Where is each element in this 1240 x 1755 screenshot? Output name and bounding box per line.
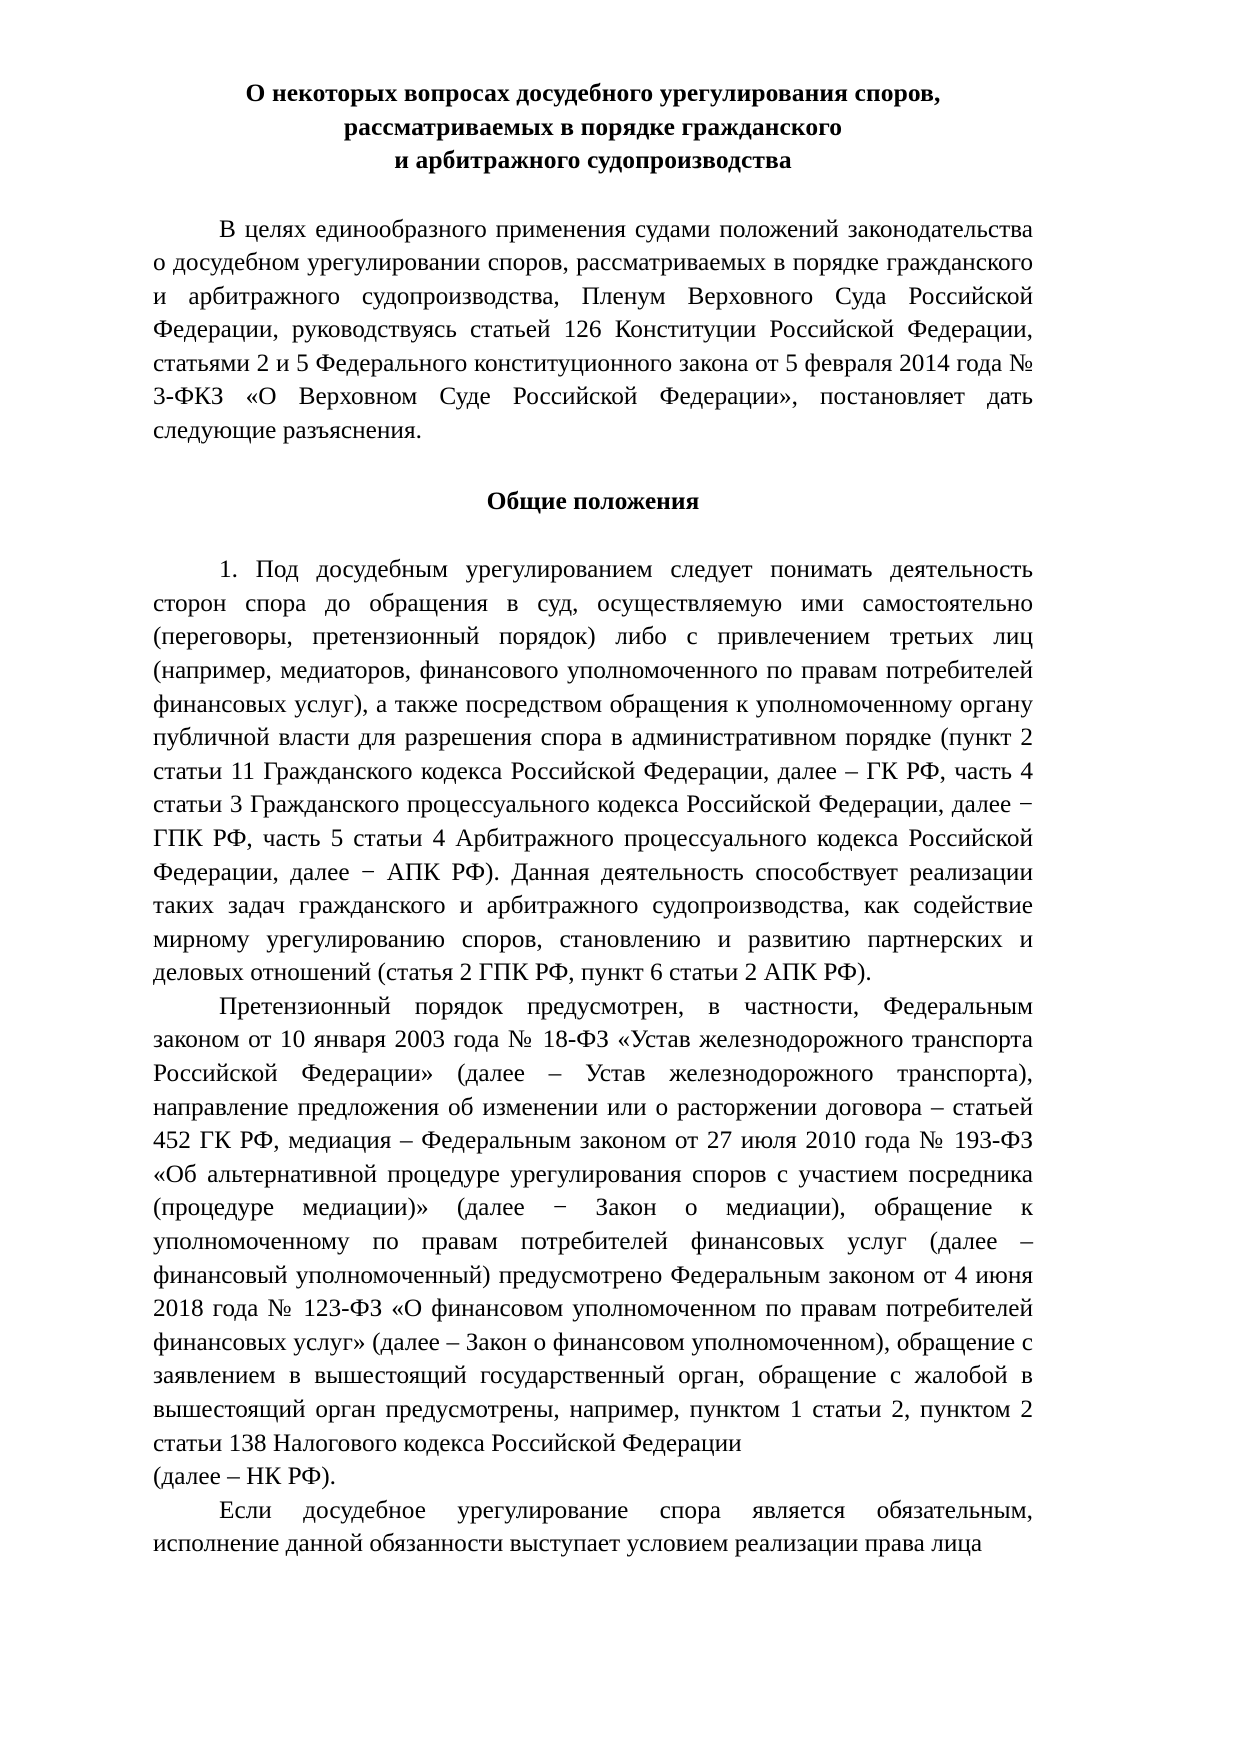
paragraph-esli-dosudebnoe: Если досудебное урегулирование спора является обязательным, исполнение данной обязанности выступает условием реализации права лица bbox=[153, 1495, 1033, 1558]
paragraph-pretenzionny-poryadok: Претензионный порядок предусмотрен, в частности, Федеральным законом от 10 января 2003 года № 18-ФЗ «Устав железнодорожного транспорта Российской Федерации» (далее – Устав железнодорожного транспорта), направление предложения об изменении или о расторжении договора – статьей 452 ГК РФ, медиация – Федеральным законом от 27 июля 2010 года № 193-ФЗ «Об альтернативной процедуре урегулирования споров с участием посредника (процедуре медиации)» (далее − Закон о медиации), обращение к уполномоченному по правам потребителей финансовых услуг (далее – финансовый уполномоченный) предусмотрено Федеральным законом от 4 июня 2018 года № 123-ФЗ «О финансовом уполномоченном по правам потребителей финансовых услуг» (далее – Закон о финансовом уполномоченном), обращение с заявлением в вышестоящий государственный орган, обращение с жалобой в вышестоящий орган предусмотрены, например, пунктом 1 статьи 2, пунктом 2 статьи 138 Налогового кодекса Российской Федерации bbox=[153, 991, 1033, 1457]
paragraph-pretenzionny-tail: (далее – НК РФ). bbox=[153, 1462, 336, 1491]
heading-top-spacer bbox=[153, 448, 1033, 484]
section-heading-general-provisions: Общие положения bbox=[486, 485, 700, 515]
document-title-line-2: рассматриваемых в порядке гражданского bbox=[343, 111, 843, 141]
document-title-line-1: О некоторых вопросах досудебного урегулирования споров, bbox=[245, 78, 941, 107]
paragraph-item-1: 1. Под досудебным урегулированием следует понимать деятельность сторон спора до обращения в суд, осуществляемую ими самостоятельно (переговоры, претензионный порядок) либо с привлечением третьих лиц (например, медиаторов, финансового уполномоченного по правам потребителей финансовых услуг), а также посредством обращения к уполномоченному органу публичной власти для разрешения спора в административном порядке (пункт 2 статьи 11 Гражданского кодекса Российской Федерации, далее – ГК РФ, часть 4 статьи 3 Гражданского процессуального кодекса Российской Федерации, далее − ГПК РФ, часть 5 статьи 4 Арбитражного процессуального кодекса Российской Федерации, далее − АПК РФ). Данная деятельность способствует реализации таких задач гражданского и арбитражного судопроизводства, как содействие мирному урегулированию споров, становлению и развитию партнерских и деловых отношений (статья 2 ГПК РФ, пункт 6 статьи 2 АПК РФ). bbox=[153, 555, 1033, 987]
document-title-line-3: и арбитражного судопроизводства bbox=[394, 145, 792, 174]
document-title bbox=[153, 76, 1033, 177]
intro-paragraph: В целях единообразного применения судами положений законодательства о досудебном урегулировании споров, рассматриваемых в порядке гражданского и арбитражного судопроизводства, Пленум Верховного Суда Российской Федерации, руководствуясь статьей 126 Конституции Российской Федерации, статьями 2 и 5 Федерального конституционного закона от 5 февраля 2014 года № 3-ФКЗ «О Верховном Суде Российской Федерации», постановляет дать следующие разъяснения. bbox=[153, 214, 1033, 445]
document-content bbox=[153, 76, 1033, 1561]
heading-bottom-spacer bbox=[153, 517, 1033, 553]
title-body-spacer bbox=[153, 177, 1033, 213]
